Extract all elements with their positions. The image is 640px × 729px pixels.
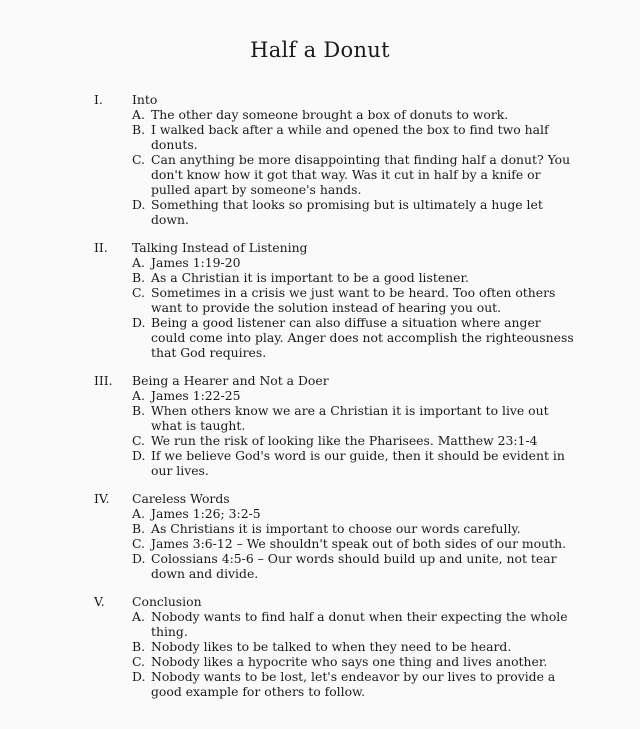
section-title: Into: [132, 92, 158, 107]
outline-item: [0, 654, 640, 669]
item-text: We run the risk of looking like the Pharisees. Matthew 23:1-4: [151, 433, 538, 448]
item-letter: B.: [132, 403, 146, 418]
item-text: Can anything be more disappointing that finding half a donut? You don't know how it got that way. Was it cut in half by a knife or pulled apart by someone's hands.: [151, 152, 571, 197]
outline-section: [0, 240, 640, 360]
section-title: Talking Instead of Listening: [132, 240, 308, 255]
section-numeral: I.: [94, 92, 103, 107]
section-title: Conclusion: [132, 594, 202, 609]
item-letter: A.: [132, 107, 145, 122]
section-numeral: III.: [94, 373, 113, 388]
outline-item: [0, 551, 640, 581]
section-heading: [0, 240, 640, 255]
item-text: Nobody wants to find half a donut when their expecting the whole thing.: [151, 609, 568, 639]
item-letter: D.: [132, 315, 146, 330]
outline-item: [0, 521, 640, 536]
item-text: Nobody likes a hypocrite who says one thing and lives another.: [151, 654, 548, 669]
outline-item: [0, 448, 640, 478]
outline-item: [0, 285, 640, 315]
outline-item: [0, 433, 640, 448]
section-heading: [0, 373, 640, 388]
outline-item: [0, 669, 640, 699]
item-text: I walked back after a while and opened the box to find two half donuts.: [151, 122, 549, 152]
item-text: Nobody likes to be talked to when they need to be heard.: [151, 639, 512, 654]
item-text: James 3:6-12 – We shouldn't speak out of both sides of our mouth.: [151, 536, 567, 551]
item-text: James 1:19-20: [151, 255, 241, 270]
outline-item: [0, 403, 640, 433]
item-letter: B.: [132, 270, 146, 285]
section-heading: [0, 594, 640, 609]
section-numeral: V.: [94, 594, 105, 609]
outline-item: [0, 609, 640, 639]
outline-item: [0, 152, 640, 197]
document-title: Half a Donut: [250, 38, 390, 62]
item-text: The other day someone brought a box of donuts to work.: [151, 107, 509, 122]
item-letter: C.: [132, 536, 145, 551]
item-text: James 1:26; 3:2-5: [151, 506, 261, 521]
outline-section: [0, 594, 640, 699]
outline-section: [0, 491, 640, 581]
item-letter: A.: [132, 388, 145, 403]
item-text: Colossians 4:5-6 – Our words should build up and unite, not tear down and divide.: [151, 551, 557, 581]
outline-section: [0, 373, 640, 478]
outline-item: [0, 122, 640, 152]
outline: [0, 92, 640, 712]
item-letter: D.: [132, 669, 146, 684]
outline-item: [0, 107, 640, 122]
outline-item: [0, 197, 640, 227]
item-letter: B.: [132, 521, 146, 536]
item-text: James 1:22-25: [151, 388, 241, 403]
item-letter: D.: [132, 448, 146, 463]
item-letter: A.: [132, 506, 145, 521]
outline-item: [0, 270, 640, 285]
section-title: Careless Words: [132, 491, 230, 506]
item-letter: A.: [132, 255, 145, 270]
outline-item: [0, 506, 640, 521]
outline-item: [0, 639, 640, 654]
item-text: If we believe God's word is our guide, then it should be evident in our lives.: [151, 448, 565, 478]
item-letter: C.: [132, 654, 145, 669]
outline-item: [0, 388, 640, 403]
item-letter: D.: [132, 551, 146, 566]
item-text: Sometimes in a crisis we just want to be heard. Too often others want to provide the solution instead of hearing you out.: [151, 285, 556, 315]
item-text: Being a good listener can also diffuse a situation where anger could come into play. Anger does not accomplish the righteousness that God requires.: [151, 315, 574, 360]
item-letter: D.: [132, 197, 146, 212]
item-letter: B.: [132, 639, 146, 654]
item-text: When others know we are a Christian it is important to live out what is taught.: [151, 403, 549, 433]
outline-item: [0, 536, 640, 551]
item-letter: B.: [132, 122, 146, 137]
item-text: Nobody wants to be lost, let's endeavor by our lives to provide a good example for others to follow.: [151, 669, 556, 699]
section-heading: [0, 92, 640, 107]
item-letter: A.: [132, 609, 145, 624]
section-heading: [0, 491, 640, 506]
item-letter: C.: [132, 152, 145, 167]
item-letter: C.: [132, 433, 145, 448]
item-text: As a Christian it is important to be a good listener.: [151, 270, 469, 285]
section-numeral: IV.: [94, 491, 110, 506]
item-letter: C.: [132, 285, 145, 300]
item-text: Something that looks so promising but is ultimately a huge let down.: [151, 197, 543, 227]
outline-item: [0, 255, 640, 270]
section-numeral: II.: [94, 240, 108, 255]
outline-item: [0, 315, 640, 360]
item-text: As Christians it is important to choose our words carefully.: [151, 521, 521, 536]
section-title: Being a Hearer and Not a Doer: [132, 373, 329, 388]
outline-section: [0, 92, 640, 227]
